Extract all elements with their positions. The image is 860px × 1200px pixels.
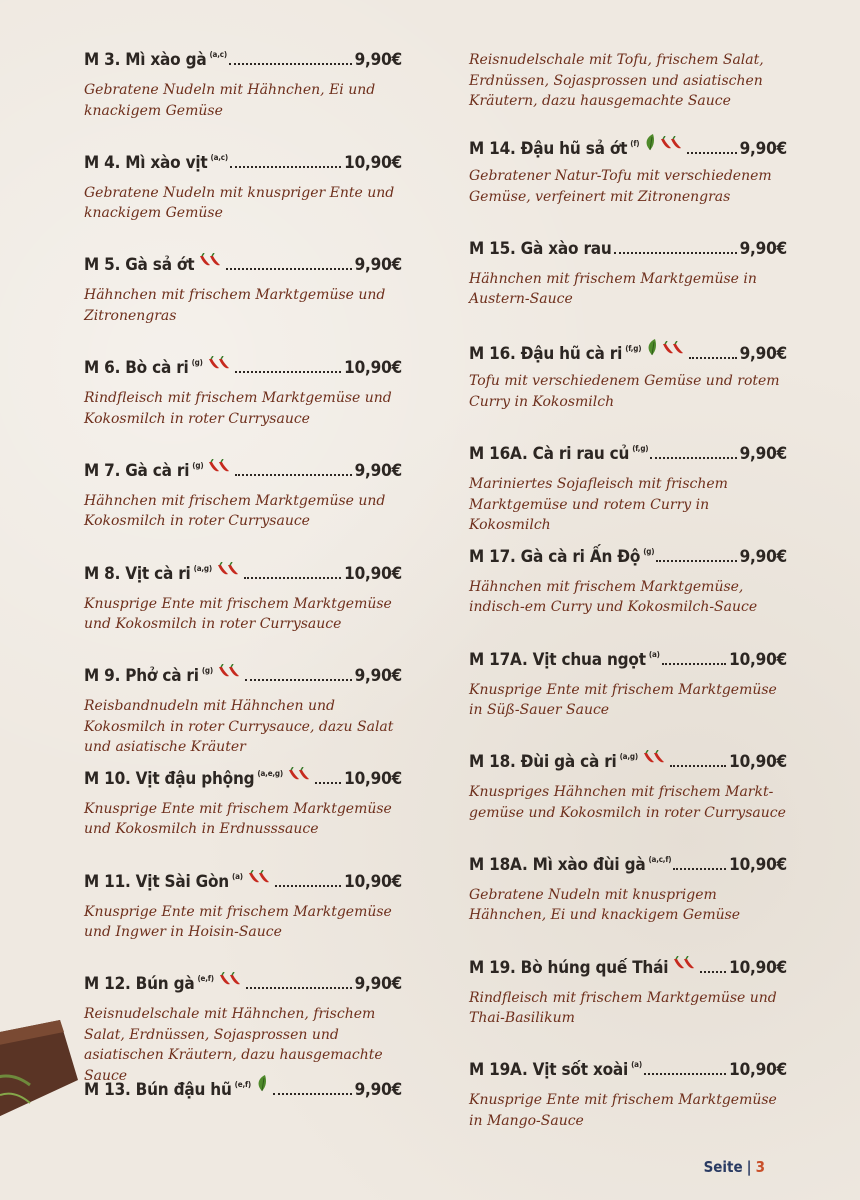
item-icons	[218, 971, 244, 985]
item-name: Vịt Sài Gòn	[135, 871, 229, 892]
item-name: Bò cà ri	[125, 358, 189, 379]
dot-leader	[273, 1093, 352, 1095]
item-description: Hähnchen mit frischem Marktgemüse und Kokosmilch in roter Currysauce	[84, 492, 386, 530]
item-description: Mariniertes Sojafleisch mit frischem Marktgemüse und rotem Curry in Kokosmilch	[469, 476, 728, 534]
item-price: 10,90€	[344, 871, 402, 892]
menu-item	[469, 958, 787, 1029]
item-allergens: (g)	[201, 666, 213, 676]
item-code: M 8.	[84, 563, 121, 584]
item-code: M 18A.	[469, 854, 528, 875]
dot-leader	[670, 765, 726, 767]
menu-item	[84, 153, 402, 224]
item-description: Reisbandnudeln mit Hähnchen und Kokosmilch in roter Currysauce, dazu Salat und asiatische Kräuter	[84, 698, 394, 756]
item-price: 9,90€	[739, 546, 787, 567]
item-icons	[247, 869, 273, 883]
item-description: Gebratener Natur-Tofu mit verschiedenem Gemüse, verfeinert mit Zitronengras	[469, 168, 772, 205]
dot-leader	[614, 252, 737, 254]
item-price: 9,90€	[354, 974, 402, 995]
item-name: Mì xào vịt	[125, 152, 208, 173]
menu-item-heading	[84, 255, 402, 281]
item-price: 9,90€	[354, 255, 402, 276]
vegan-leaf-icon	[255, 1074, 269, 1092]
chili-pepper-icon	[247, 869, 273, 883]
item-name: Cà ri rau củ	[532, 444, 630, 465]
dot-leader	[246, 987, 352, 989]
menu-item	[84, 769, 402, 840]
item-code: M 17A.	[469, 649, 528, 670]
item-price: 9,90€	[354, 1080, 402, 1100]
dot-leader	[244, 577, 341, 579]
menu-item	[84, 1077, 402, 1103]
menu-item	[469, 444, 787, 536]
menu-item-heading	[84, 1077, 402, 1103]
item-description: Knusprige Ente mit frischem Marktgemüse und Kokosmilch in Erdnusssauce	[84, 800, 392, 838]
menu-item	[84, 564, 402, 635]
chili-pepper-icon	[198, 252, 224, 266]
item-price: 10,90€	[344, 563, 402, 584]
menu-item-heading	[84, 666, 402, 692]
item-description: Gebratene Nudeln mit knuspriger Ente und knackigem Gemüse	[84, 184, 395, 222]
menu-item	[84, 461, 402, 532]
item-description: Rindfleisch mit frischem Marktgemüse und Kokosmilch in roter Currysauce	[84, 390, 392, 427]
dot-leader	[656, 560, 736, 562]
dot-leader	[226, 268, 351, 270]
menu-item-heading	[84, 50, 402, 76]
item-allergens: (f,g)	[625, 344, 642, 354]
item-allergens: (a)	[232, 871, 243, 881]
item-price: 9,90€	[739, 238, 787, 259]
menu-item-heading	[84, 358, 402, 384]
dot-leader	[245, 679, 352, 681]
item-name: Mì xào đùi gà	[532, 854, 646, 875]
chili-pepper-icon	[207, 458, 233, 472]
item-price: 9,90€	[354, 50, 402, 70]
item-icons	[287, 766, 313, 780]
item-allergens: (a,c)	[210, 152, 228, 162]
item-allergens: (e,f)	[234, 1080, 251, 1089]
menu-item-heading	[469, 958, 787, 984]
menu-item	[469, 547, 787, 618]
menu-item	[469, 136, 787, 207]
item-price: 10,90€	[729, 1060, 787, 1081]
menu-item-heading	[84, 974, 402, 1000]
item-name: Vịt chua ngọt	[532, 649, 646, 670]
item-code: M 4.	[84, 152, 121, 173]
item-name: Gà sả ớt	[125, 255, 195, 276]
menu-item	[469, 341, 787, 412]
item-code: M 19A.	[469, 1060, 528, 1081]
item-price: 10,90€	[729, 649, 787, 670]
dot-leader	[275, 885, 341, 887]
item-description: Tofu mit verschiedenem Gemüse und rotem Curry in Kokosmilch	[469, 373, 780, 410]
item-price: 10,90€	[344, 358, 402, 379]
item-code: M 7.	[84, 460, 121, 481]
item-icons	[643, 133, 685, 151]
item-code: M 19.	[469, 957, 516, 978]
item-code: M 13.	[84, 1080, 131, 1100]
item-description: Knusprige Ente mit frischem Marktgemüse in Mango-Sauce	[469, 1092, 777, 1129]
chili-pepper-icon	[217, 663, 243, 677]
item-price: 10,90€	[729, 854, 787, 875]
item-allergens: (f,g)	[632, 444, 649, 454]
dot-leader	[230, 166, 341, 168]
item-icons	[207, 355, 233, 369]
dot-leader	[662, 663, 726, 665]
item-description: Gebratene Nudeln mit knusprigem Hähnchen, Ei und knackigem Gemüse	[469, 886, 741, 924]
item-icons	[216, 561, 242, 575]
item-name: Đậu hũ sả ớt	[520, 139, 628, 159]
chili-pepper-icon	[661, 340, 687, 354]
page-number: 3	[755, 1158, 765, 1176]
item-code: M 17.	[469, 546, 516, 567]
item-allergens: (a,c)	[209, 50, 227, 59]
chili-pepper-icon	[218, 971, 244, 985]
item-code: M 16.	[469, 344, 516, 365]
dot-leader	[673, 868, 726, 870]
vegan-leaf-icon	[643, 133, 657, 151]
item-description: Gebratene Nudeln mit Hähnchen, Ei und knackigem Gemüse	[84, 82, 376, 119]
item-description: Knuspriges Hähnchen mit frischem Markt-gemüse und Kokosmilch in roter Currysauce	[469, 784, 786, 821]
item-allergens: (a)	[648, 649, 660, 659]
menu-item-heading	[469, 855, 787, 881]
menu-item-heading	[84, 153, 402, 179]
item-allergens: (f)	[630, 139, 640, 148]
menu-item-heading	[84, 769, 402, 795]
item-price: 9,90€	[739, 139, 787, 159]
chili-pepper-icon	[642, 749, 668, 763]
item-name: Vịt sốt xoài	[532, 1060, 629, 1081]
item-name: Gà cà ri	[125, 460, 190, 481]
menu-item-heading	[84, 564, 402, 590]
chili-pepper-icon	[207, 355, 233, 369]
item-icons	[642, 749, 668, 763]
menu-item	[469, 752, 787, 823]
item-price: 10,90€	[344, 768, 402, 789]
item-price: 9,90€	[739, 444, 787, 465]
menu-item	[84, 50, 402, 121]
menu-item-heading	[469, 1060, 787, 1086]
menu-item	[84, 255, 402, 326]
item-allergens: (g)	[643, 546, 655, 556]
item-icons	[198, 252, 224, 266]
item-name: Phở cà ri	[125, 666, 199, 687]
item-allergens: (a)	[631, 1060, 642, 1070]
menu-item	[84, 666, 402, 758]
menu-item-heading	[469, 547, 787, 573]
chili-pepper-icon	[216, 561, 242, 575]
chili-pepper-icon	[659, 135, 685, 149]
chili-pepper-icon	[287, 766, 313, 780]
page-label: Seite	[703, 1158, 743, 1176]
item-name: Bún gà	[135, 974, 195, 995]
menu-item-heading	[469, 136, 787, 162]
item-icons	[217, 663, 243, 677]
item-icons	[255, 1074, 271, 1092]
menu-item	[84, 974, 402, 1086]
item-description: Knusprige Ente mit frischem Marktgemüse und Kokosmilch in roter Currysauce	[84, 595, 392, 632]
item-allergens: (g)	[191, 358, 203, 368]
item-allergens: (a,e,g)	[257, 768, 283, 778]
menu-item-heading	[469, 341, 787, 367]
dot-leader	[644, 1073, 726, 1075]
menu-item-heading	[84, 461, 402, 487]
item-description: Hähnchen mit frischem Marktgemüse, indisch-em Curry und Kokosmilch-Sauce	[469, 578, 758, 616]
dot-leader	[687, 152, 736, 154]
item-description: Reisnudelschale mit Hähnchen, frischem Salat, Erdnüssen, Sojasprossen und asiatischen Kräutern, dazu hausgemachte Sauce	[84, 1006, 383, 1084]
item-price: 10,90€	[729, 752, 787, 773]
item-name: Bún đậu hũ	[135, 1080, 232, 1100]
item-code: M 11.	[84, 871, 131, 892]
item-name: Đùi gà cà ri	[520, 752, 617, 773]
item-icons	[207, 458, 233, 472]
item-code: M 6.	[84, 358, 121, 379]
item-allergens: (g)	[192, 460, 204, 470]
food-board-image	[0, 1020, 80, 1130]
menu-item	[469, 239, 787, 310]
item-name: Bò húng quế Thái	[520, 957, 669, 978]
menu-item-heading	[469, 444, 787, 470]
item-description-continuation: Reisnudelschale mit Tofu, frischem Salat, Erdnüssen, Sojasprossen und asiatischen Kräutern, dazu hausgemachte Sauce	[469, 52, 764, 109]
item-code: M 16A.	[469, 444, 528, 465]
item-allergens: (a,g)	[619, 752, 638, 762]
item-price: 9,90€	[354, 666, 402, 687]
item-name: Vịt cà ri	[125, 563, 191, 584]
item-description: Hähnchen mit frischem Marktgemüse in Austern-Sauce	[469, 270, 757, 308]
page-footer	[704, 1158, 765, 1176]
menu-item	[84, 358, 402, 429]
item-icons	[672, 955, 698, 969]
item-name: Gà cà ri Ấn Độ	[520, 546, 641, 567]
item-name: Gà xào rau	[520, 238, 612, 259]
item-code: M 5.	[84, 255, 121, 276]
item-code: M 15.	[469, 238, 516, 259]
item-name: Mì xào gà	[125, 50, 207, 70]
item-price: 10,90€	[344, 152, 402, 173]
item-price: 9,90€	[354, 460, 402, 481]
dot-leader	[235, 474, 351, 476]
item-code: M 10.	[84, 768, 131, 789]
item-icons	[645, 338, 687, 356]
menu-item-heading	[469, 650, 787, 676]
item-code: M 9.	[84, 666, 121, 687]
item-description: Hähnchen mit frischem Marktgemüse und Zitronengras	[84, 287, 386, 324]
menu-item-heading	[469, 752, 787, 778]
item-name: Vịt đậu phộng	[135, 768, 255, 789]
item-price: 9,90€	[739, 344, 787, 365]
dot-leader	[235, 371, 341, 373]
item-description: Rindfleisch mit frischem Marktgemüse und Thai-Basilikum	[469, 989, 777, 1027]
item-allergens: (a,g)	[193, 563, 212, 573]
dot-leader	[229, 63, 352, 65]
item-allergens: (a,c,f)	[648, 854, 672, 864]
page-separator: |	[746, 1158, 752, 1176]
dot-leader	[689, 357, 736, 359]
vegan-leaf-icon	[645, 338, 659, 356]
item-code: M 18.	[469, 752, 516, 773]
dot-leader	[650, 457, 736, 459]
item-code: M 14.	[469, 139, 516, 159]
chili-pepper-icon	[672, 955, 698, 969]
item-description: Knusprige Ente mit frischem Marktgemüse in Süß-Sauer Sauce	[469, 681, 777, 718]
dot-leader	[700, 971, 726, 973]
menu-item	[469, 855, 787, 926]
menu-item	[84, 872, 402, 943]
item-description: Knusprige Ente mit frischem Marktgemüse und Ingwer in Hoisin-Sauce	[84, 903, 392, 941]
item-allergens: (e,f)	[197, 974, 214, 984]
item-code: M 3.	[84, 50, 121, 70]
menu-item-heading	[469, 239, 787, 265]
menu-item-heading	[84, 872, 402, 898]
menu-item	[469, 650, 787, 721]
item-price: 10,90€	[729, 957, 787, 978]
item-code: M 12.	[84, 974, 131, 995]
menu-item	[469, 1060, 787, 1131]
item-name: Đậu hũ cà ri	[520, 344, 623, 365]
dot-leader	[315, 782, 341, 784]
